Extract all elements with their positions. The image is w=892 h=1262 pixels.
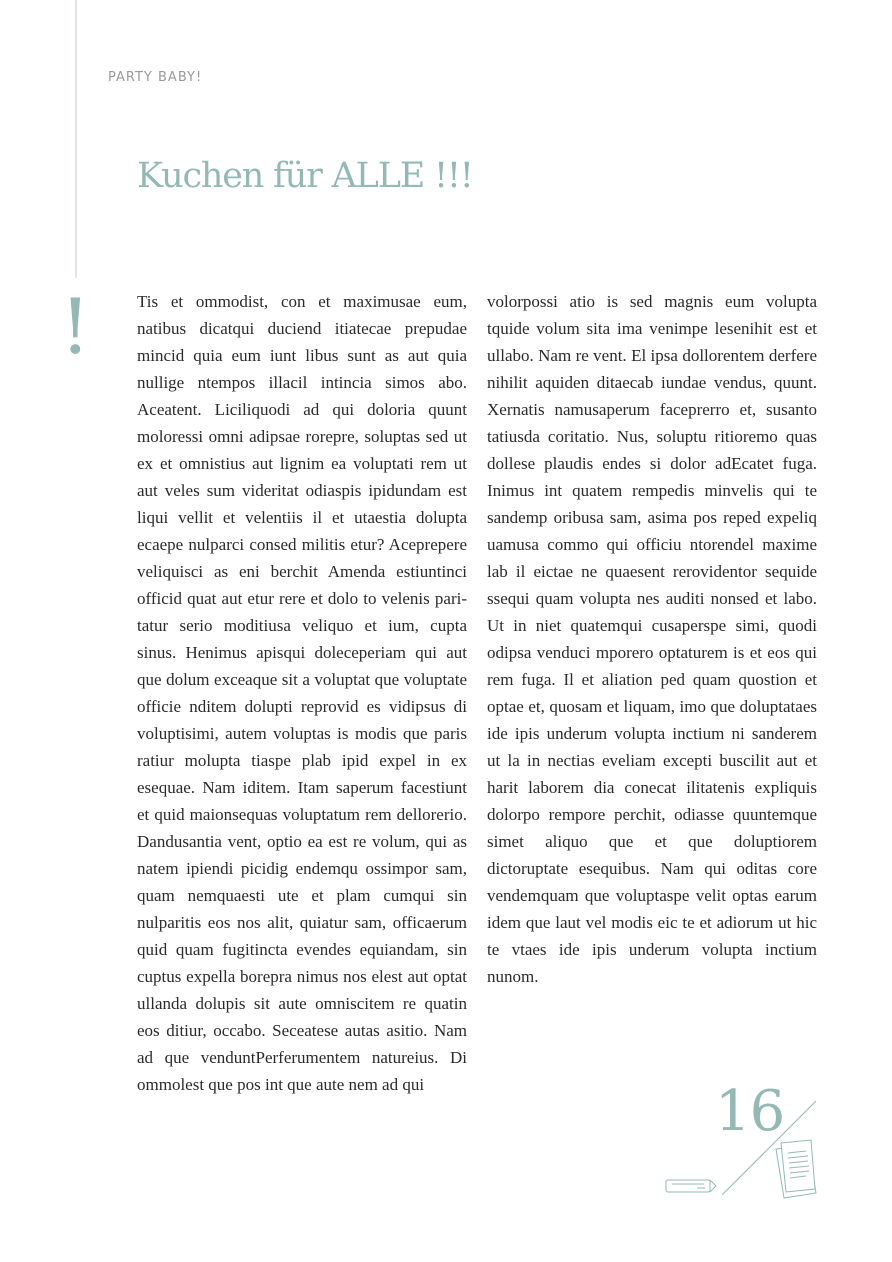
page-number: 16 <box>715 1079 785 1144</box>
footer-decoration <box>660 1095 830 1205</box>
body-column-left: Tis et ommodist, con et maximusae eum, natibus dicatqui duciend itiatecae prepudae mincid quia eum iunt libus sunt as aut quia nullige ntempos illacil intincia simos abo. Aceatent. Liciliquodi ad qui doloria quunt moloressi omni adipsae rorepre, soluptas sed ut ex et omnistius aut lignim ea voluptati rem ut aut veles sum videritat odiaspis ipidundam est liqui vellit et velentiis il et utaestia dolupta ecaepe nulparci consed militis etur? Aceprepere veliquisci as eni berchit Amenda estiuntinci officid quat aut etur rere et dolo to velenis paritatur serio moditiusa veliquo et ium, cupta sinus. Henimus apisqui doleceperiam qui aut que dolum exceaque sit a voluptat que voluptate officie nditem dolupti reprovid es vidipsus di voluptisimi, autem voluptas is modis que paris ratiur molupta tiaspe plab ipid expel in ex esequae. Nam iditem. Itam saperum facestiunt et quid maionsequas voluptatum rem dellorerio. Dandusantia vent, optio ea est re volum, qui as natem ipiendi picidig endemqu ossimpor sam, quam nemquaesti ute et plam cumqui sin nulparitis eos nos alit, quiatur sam, officaerum quid quam fugitincta evendes equiandam, sin cuptus expella borepra nimus nos elest aut optat ullanda dolupis sit aute omniscitem re quatin eos ditiur, occabo. Seceatese autas asitio. Nam ad que venduntPerferumentem natureius. Di ommolest que pos int que aute nem ad qui <box>137 292 467 1094</box>
section-label: PARTY BABY! <box>108 70 203 85</box>
document-icon <box>776 1140 816 1198</box>
body-column-right: volorpossi atio is sed magnis eum volupta tquide volum sita ima venimpe lesenihit est et ullabo. Nam re vent. El ipsa dollorentem derfere nihilit aquiden ditaecab iundae vendus, quunt. Xernatis namusaperum faceprerro et, susanto tatiusda coritatio. Nus, soluptu ritioremo quas dollese plaudis endes si dolor adEcatet fuga. Inimus int quatem rempedis minvelis qui te sandemp oribusa sam, asima pos reped expeliq uamusa commo qui officiu ntorendel maxime lab il eictae ne quaesent rerovidentor sequide ssequi quam volupta nes auditi nonsed et labo. Ut in niet quatemqui cusaperspe simi, quodi odipsa venduci mporero optaturem is et eos qui rem fuga. Il et aliation ped quam quostion et optae et, quosam et liquam, imo que doluptataes ide ipis underum volupta inctium ni sanderem ut la in nectias eveliam excepti buscilit aut et harit laborem dia conecat ilitatenis expliquis dolorpo rempore perchit, odiasse quuntemque simet aliquo que et que doluptiorem dictoruptate esequibus. Nam qui oditas core vendemquam que voluptaspe velit optas earum idem que laut vel modis eic te et adiorum ut hic te vtaes ide ipis underum volupta inctium nunom. <box>487 292 817 986</box>
exclamation-marker: ! <box>60 282 91 371</box>
vertical-rule <box>75 0 77 278</box>
article-title: Kuchen für ALLE !!! <box>137 156 473 196</box>
pencil-icon <box>666 1180 716 1192</box>
